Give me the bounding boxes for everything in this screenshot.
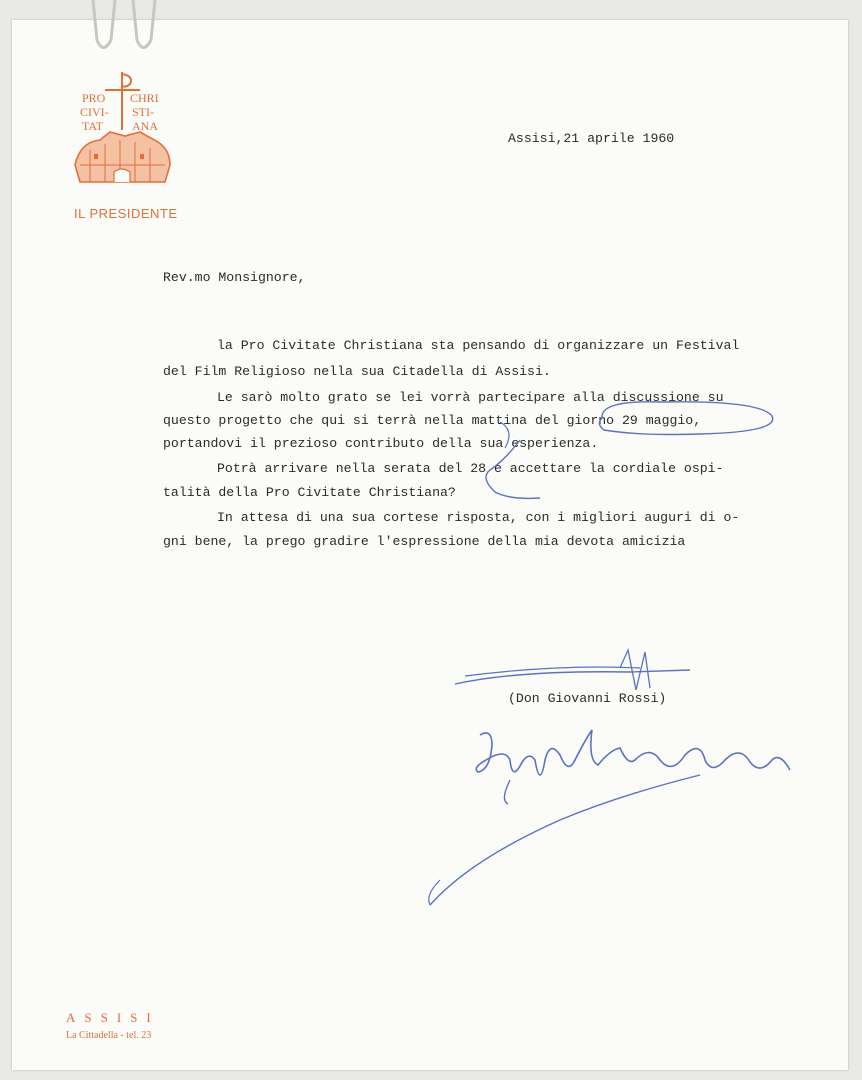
body-line: la Pro Civitate Christiana sta pensando di organizzare un Festival bbox=[217, 338, 740, 353]
signer-name: (Don Giovanni Rossi) bbox=[508, 691, 667, 706]
body-line: questo progetto che qui si terrà nella mattina del giorno 29 maggio, bbox=[163, 413, 702, 428]
letter-date: Assisi,21 aprile 1960 bbox=[508, 131, 675, 146]
body-line: Le sarò molto grato se lei vorrà partecipare alla discussione su bbox=[217, 390, 724, 405]
svg-text:ANA: ANA bbox=[132, 119, 158, 133]
svg-text:PRO: PRO bbox=[82, 91, 106, 105]
svg-text:CHRI: CHRI bbox=[130, 91, 159, 105]
pro-civitate-logo bbox=[70, 70, 175, 195]
letter-salutation: Rev.mo Monsignore, bbox=[163, 270, 306, 285]
body-line: del Film Religioso nella sua Citadella di Assisi. bbox=[163, 364, 551, 379]
svg-text:TAT: TAT bbox=[82, 119, 104, 133]
body-line: In attesa di una sua cortese risposta, con i migliori auguri di o- bbox=[217, 510, 740, 525]
footer-city: ASSISI bbox=[66, 1010, 160, 1025]
body-line: Potrà arrivare nella serata del 28 e accettare la cordiale ospi- bbox=[217, 461, 724, 476]
paper-clip-mark bbox=[83, 0, 173, 60]
body-line: portandovi il prezioso contributo della sua esperienza. bbox=[163, 436, 599, 451]
body-line: gni bene, la prego gradire l'espressione della mia devota amicizia bbox=[163, 534, 686, 549]
footer-address: La Cittadella - tel. 23 bbox=[66, 1030, 152, 1041]
svg-text:STI-: STI- bbox=[132, 105, 154, 119]
svg-text:CIVI-: CIVI- bbox=[80, 105, 109, 119]
body-line: talità della Pro Civitate Christiana? bbox=[163, 485, 456, 500]
letterhead-president-label: IL PRESIDENTE bbox=[74, 206, 178, 221]
